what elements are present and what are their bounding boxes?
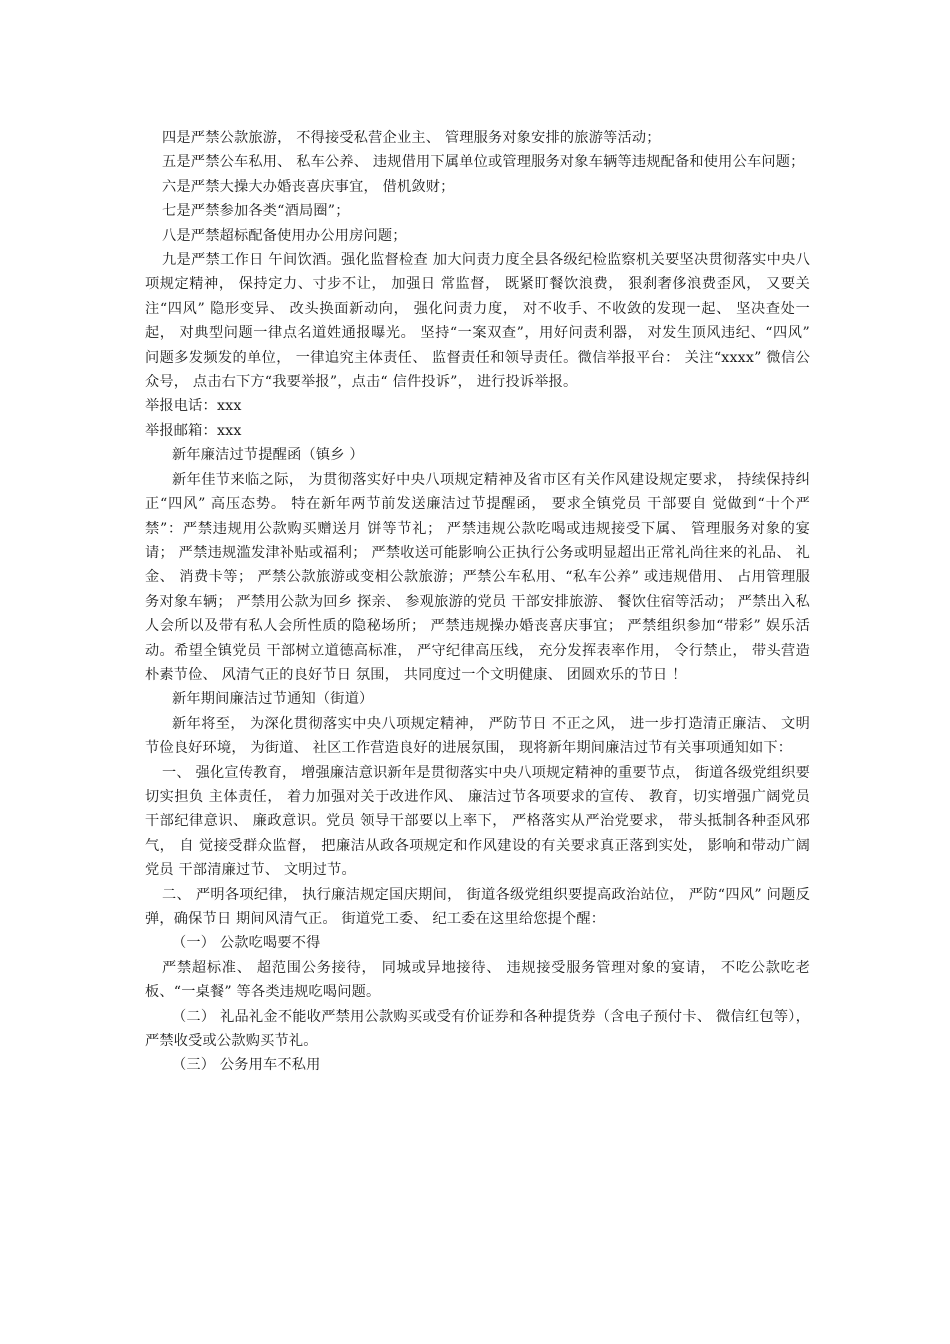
subheading-1-body: 严禁超标准、 超范围公务接待， 同城或异地接待、 违规接受服务管理对象的宴请， 不吃公款吃老板、“一桌餐” 等各类违规吃喝问题。 — [145, 959, 810, 1001]
paragraph-item-9: 九是严禁工作日 午间饮酒。强化监督检查 加大问责力度全县各级纪检监察机关要坚决贯彻落实中央八项规定精神， 保持定力、寸步不让， 加强日 常监督， 既紧盯餐饮浪费， 狠刹奢侈浪费歪风， 又要关注“四风” 隐形变异、 改头换面新动向， 强化问责力度， 对不收手、不收敛的发现一起、 坚决查处一起， 对典型问题一律点名道姓通报曝光。 坚持“一案双查”，用好问责利器， 对发生顶风违纪、“四风” 问题多发频发的单位， 一律追究主体责任、 监督责任和领导责任。微信举报平台： 关注“xxxx” 微信公众号， 点击右下方“我要举报”，点击“ 信件投诉”， 进行投诉举报。 — [145, 252, 810, 391]
section-title-township: 新年廉洁过节提醒函（镇乡 ） — [171, 447, 364, 464]
subheading-3: （三） 公务用车不私用 — [171, 1057, 321, 1074]
subheading-2: （二） 礼品礼金不能收严禁用公款购买或受有价证券和各种提货券（含电子预付卡、 微信红包等）， 严禁收受或公款购买节礼。 — [145, 1008, 810, 1050]
report-email: 举报邮箱：xxx — [145, 422, 242, 439]
paragraph-item-5: 五是严禁公车私用、 私车公养、 违规借用下属单位或管理服务对象车辆等违规配备和使用公车问题； — [162, 154, 805, 171]
notice-item-1: 一、 强化宣传教育， 增强廉洁意识新年是贯彻落实中央八项规定精神的重要节点， 街道各级党组织要切实担负 主体责任， 着力加强对关于改进作风、 廉洁过节各项要求的宣传、 教育，切实增强广阔党员 干部纪律意识、 廉政意识。党员 领导干部要以上率下， 严格落实从严治党要求， 带头抵制各种歪风邪气， 自 觉接受群众监督， 把廉洁从政各项规定和作风建设的有关要求真正落到实处， 影响和带动广阔党员 干部清廉过节、 文明过节。 — [145, 764, 810, 879]
subheading-1: （一） 公款吃喝要不得 — [171, 935, 321, 952]
paragraph-item-6: 六是严禁大操大办婚丧喜庆事宜， 借机敛财； — [162, 178, 455, 195]
township-letter-body: 新年佳节来临之际， 为贯彻落实好中央八项规定精神及省市区有关作风建设规定要求， 持续保持纠正“四风” 高压态势。 特在新年两节前发送廉洁过节提醒函， 要求全镇党员 干部要自 觉做到“十个严禁”：严禁违规用公款购买赠送月 饼等节礼； 严禁违规公款吃喝或违规接受下属、 管理服务对象的宴请； 严禁违规滥发津补贴或福利； 严禁收送可能影响公正执行公务或明显超出正常礼尚往来的礼品、 礼金、 消费卡等； 严禁公款旅游或变相公款旅游；严禁公车私用、“私车公养” 或违规借用、 占用管理服务对象车辆； 严禁用公款为回乡 探亲、 参观旅游的党员 干部安排旅游、 餐饮住宿等活动； 严禁出入私人会所以及带有私人会所性质的隐秘场所； 严禁违规操办婚丧喜庆事宜； 严禁组织参加“带彩” 娱乐活动。希望全镇党员 干部树立道德高标准， 严守纪律高压线， 充分发挥表率作用， 令行禁止， 带头营造朴素节俭、 风清气正的良好节日 氛围， 共同度过一个文明健康、 团圆欢乐的节日 ！ — [145, 471, 810, 683]
paragraph-item-8: 八是严禁超标配备使用办公用房问题； — [162, 227, 407, 244]
section-title-street: 新年期间廉洁过节通知（街道） — [171, 691, 374, 708]
paragraph-item-4: 四是严禁公款旅游， 不得接受私营企业主、 管理服务对象安排的旅游等活动； — [162, 130, 661, 146]
street-notice-intro: 新年将至， 为深化贯彻落实中央八项规定精神， 严防节日 不正之风， 进一步打造清正廉洁、 文明节俭良好环境， 为街道、 社区工作营造良好的进展氛围， 现将新年期间廉洁过节有关事项通知如下： — [145, 715, 810, 757]
document-body — [145, 126, 810, 1078]
report-phone: 举报电话：xxx — [145, 398, 242, 415]
paragraph-item-7: 七是严禁参加各类“酒局圈”； — [162, 203, 350, 220]
notice-item-2: 二、 严明各项纪律， 执行廉洁规定国庆期间， 街道各级党组织要提高政治站位， 严防“四风” 问题反弹，确保节日 期间风清气正。 街道党工委、 纪工委在这里给您提个醒： — [145, 886, 810, 927]
